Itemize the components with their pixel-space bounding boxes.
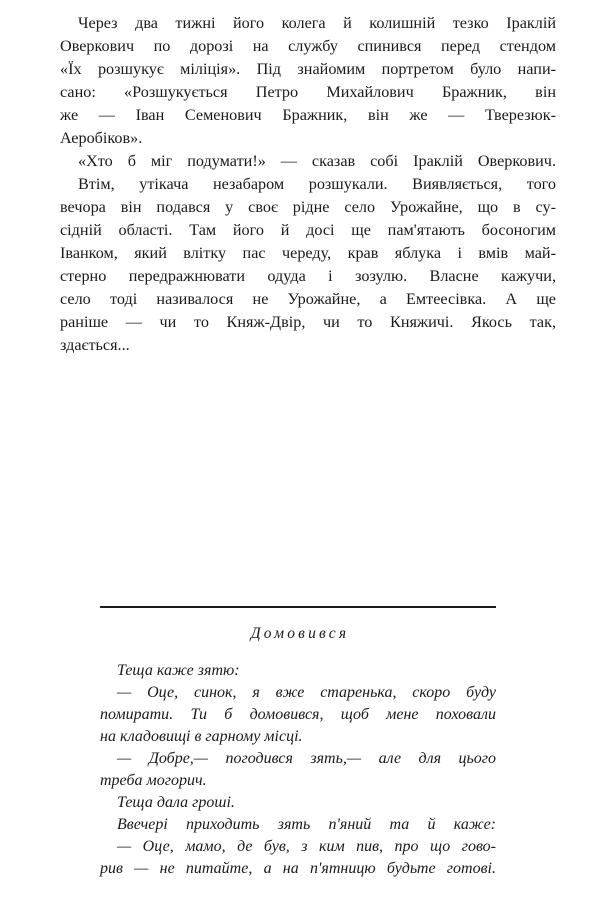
paragraph-line: вечора він подався у своє рідне село Урожайне, що в су- <box>60 198 556 216</box>
anecdote-line: треба могорич. <box>100 772 207 789</box>
section-divider <box>100 606 496 608</box>
paragraph-line: «Хто б міг подумати!» — сказав собі Іраклій Оверкович. <box>78 152 556 170</box>
paragraph-line: раніше — чи то Княж-Двір, чи то Княжичі. Якось так, <box>60 313 556 331</box>
anecdote-line: Теща дала гроші. <box>117 794 235 811</box>
paragraph-line: сідній області. Там його й досі ще пам'ятають босоногим <box>60 221 556 239</box>
anecdote-line: Ввечері приходить зять п'яний та й каже: <box>117 816 496 833</box>
paragraph-line: стерно передражнювати одуда і зозулю. Власне кажучи, <box>60 267 556 285</box>
anecdote-line: — Добре,— погодився зять,— але для цього <box>117 750 496 767</box>
paragraph-line: Втім, утікача незабаром розшукали. Виявляється, того <box>78 175 556 193</box>
paragraph-line: село тоді називалося не Урожайне, а Емтеесівка. А ще <box>60 290 556 308</box>
paragraph-line: же — Іван Семенович Бражник, він же — Тверезюк- <box>60 106 556 124</box>
anecdote-line: на кладовищі в гарному місці. <box>100 728 303 745</box>
paragraph-line: здається... <box>60 336 130 354</box>
paragraph-line: «Їх розшукує міліція». Під знайомим портретом було напи- <box>60 60 556 78</box>
anecdote-line: — Оце, синок, я вже старенька, скоро буду <box>117 684 496 701</box>
anecdote-line: помирати. Ти б домовився, щоб мене поховали <box>100 706 496 723</box>
anecdote-line: рив — не питайте, а на п'ятницю будьте готові. <box>100 860 496 877</box>
anecdote-title: Домовився <box>250 625 350 642</box>
anecdote-line: — Оце, мамо, де був, з ким пив, про що гово- <box>117 838 496 855</box>
anecdote-line: Теща каже зятю: <box>117 662 240 679</box>
paragraph-line: сано: «Розшукується Петро Михайлович Бражник, він <box>60 83 556 101</box>
paragraph-line: Іванком, який влітку пас череду, крав яблука і вмів май- <box>60 244 556 262</box>
paragraph-line: Аеробіков». <box>60 129 143 147</box>
paragraph-line: Через два тижні його колега й колишній тезко Іраклій <box>78 14 556 32</box>
paragraph-line: Оверкович по дорозі на службу спинився перед стендом <box>60 37 556 55</box>
